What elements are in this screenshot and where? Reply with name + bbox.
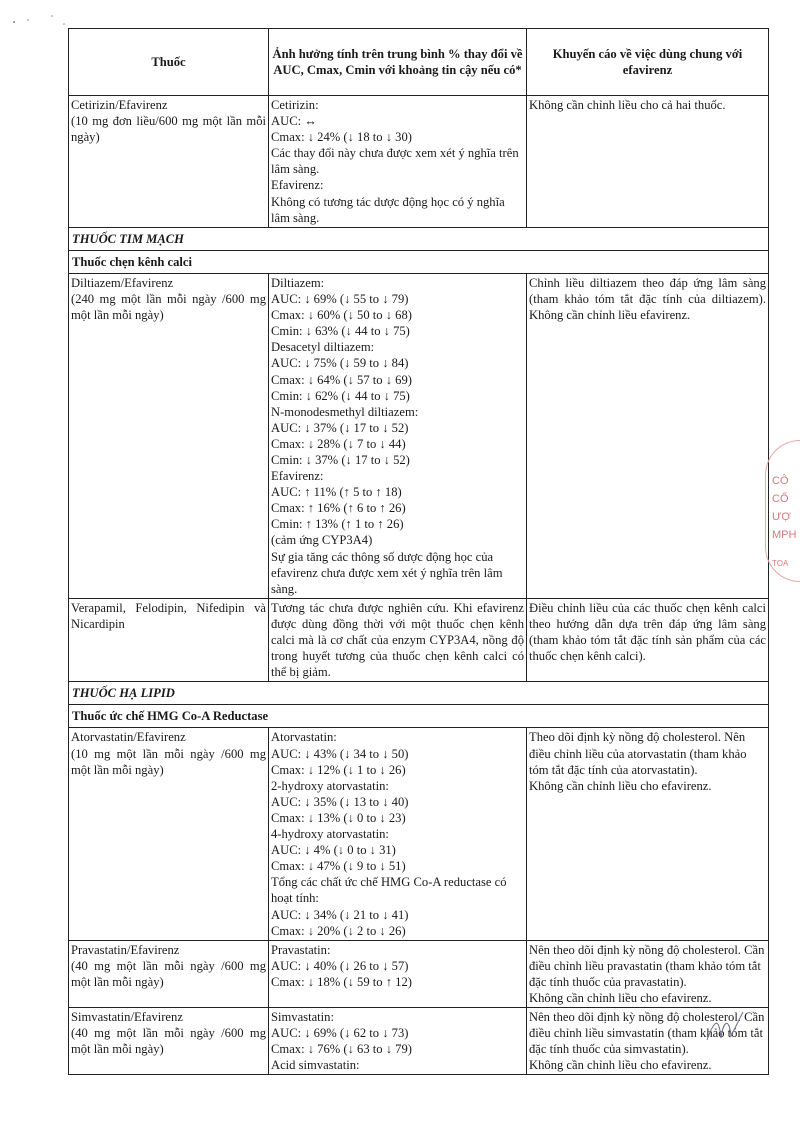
subsection-title: Thuốc ức chế HMG Co-A Reductase [69, 705, 769, 728]
subsection-title: Thuốc chẹn kênh calci [69, 250, 769, 273]
recommendation-line: Không cần chỉnh liều cho efavirenz. [529, 1058, 712, 1073]
table-row [69, 1008, 769, 1075]
effect-line: Efavirenz: [271, 469, 324, 484]
effect-line: Acid simvastatin: [271, 1058, 360, 1073]
effect-line: AUC: ↓ 69% (↓ 55 to ↓ 79) [271, 292, 409, 307]
effect-cell: Tương tác chưa được nghiên cứu. Khi efavirenz được dùng đồng thời với một thuốc chẹn kênh calci mà là cơ chất của enzym CYP3A4, nồng độ trong huyết tương của thuốc chẹn kênh calci có thể bị giảm. [269, 598, 527, 681]
section-row [69, 682, 769, 705]
effect-cell [269, 1008, 527, 1075]
drug-dose: (10 mg một lần mỗi ngày /600 mg một lần mỗi ngày) [71, 746, 266, 777]
drug-cell [69, 728, 269, 940]
recommendation-line: Nên theo dõi định kỳ nồng độ cholesterol. Cần điều chỉnh liều simvastatin (tham khảo tóm tắt đặc tính thuốc của simvastatin). [529, 1010, 765, 1057]
effect-line: Cmax: ↓ 76% (↓ 63 to ↓ 79) [271, 1042, 412, 1057]
drug-cell [69, 1008, 269, 1075]
drug-name: Simvastatin/Efavirenz [71, 1010, 183, 1025]
effect-line: 4-hydroxy atorvastatin: [271, 827, 389, 842]
effect-line: AUC: ↓ 35% (↓ 13 to ↓ 40) [271, 794, 409, 809]
effect-line: Cmax: ↓ 13% (↓ 0 to ↓ 23) [271, 810, 406, 825]
effect-line: AUC: ↓ 4% (↓ 0 to ↓ 31) [271, 843, 396, 858]
effect-line: Cmax: ↓ 60% (↓ 50 to ↓ 68) [271, 308, 412, 323]
header-effect: Ảnh hưởng tính trên trung bình % thay đổi về AUC, Cmax, Cmin với khoảng tin cậy nếu có* [269, 29, 527, 96]
drug-dose: (40 mg một lần mỗi ngày /600 mg một lần mỗi ngày) [71, 958, 266, 989]
effect-line: Cmax: ↓ 20% (↓ 2 to ↓ 26) [271, 923, 406, 938]
signature-mark [705, 1010, 745, 1050]
effect-line: Cmax: ↓ 18% (↓ 59 to ↑ 12) [271, 974, 412, 989]
recommendation-cell: Điều chỉnh liều của các thuốc chẹn kênh calci theo hướng dẫn dựa trên đáp ứng lâm sàng (tham khảo tóm tắt đặc tính sản phẩm của các thuốc chẹn kênh calci). [527, 598, 769, 681]
effect-line: AUC: ↓ 75% (↓ 59 to ↓ 84) [271, 356, 409, 371]
table-row [69, 598, 769, 681]
effect-line: AUC: ↓ 34% (↓ 21 to ↓ 41) [271, 907, 409, 922]
section-title: THUỐC HẠ LIPID [69, 682, 769, 705]
table-row [69, 96, 769, 228]
interaction-table [68, 28, 769, 1075]
effect-line: AUC: ↔ [271, 114, 317, 129]
drug-cell [69, 96, 269, 228]
effect-cell [269, 96, 527, 228]
effect-line: Desacetyl diltiazem: [271, 340, 375, 355]
stamp-text: MPH [772, 529, 797, 541]
effect-line: Efavirenz: [271, 178, 324, 193]
effect-line: Diltiazem: [271, 275, 325, 290]
effect-line: Các thay đổi này chưa được xem xét ý nghĩa trên lâm sàng. [271, 146, 519, 177]
effect-line: AUC: ↓ 37% (↓ 17 to ↓ 52) [271, 420, 409, 435]
effect-line: Cmax: ↓ 47% (↓ 9 to ↓ 51) [271, 859, 406, 874]
effect-line: (cảm ứng CYP3A4) [271, 533, 373, 548]
header-drug: Thuốc [69, 29, 269, 96]
drug-cell [69, 940, 269, 1007]
drug-name: Pravastatin/Efavirenz [71, 942, 180, 957]
effect-line: Atorvastatin: [271, 730, 337, 745]
recommendation-cell: Không cần chỉnh liều cho cả hai thuốc. [527, 96, 769, 228]
section-title: THUỐC TIM MẠCH [69, 227, 769, 250]
drug-cell [69, 273, 269, 598]
stamp-text: TOA [772, 559, 789, 568]
effect-line: AUC: ↓ 40% (↓ 26 to ↓ 57) [271, 958, 409, 973]
recommendation-line: Không cần chỉnh liều cho efavirenz. [529, 990, 712, 1005]
header-recommendation: Khuyến cáo về việc dùng chung với efavirenz [527, 29, 769, 96]
drug-name: Diltiazem/Efavirenz [71, 275, 174, 290]
effect-cell [269, 940, 527, 1007]
effect-line: Pravastatin: [271, 942, 331, 957]
recommendation-line: Không cần chỉnh liều cho efavirenz. [529, 778, 712, 793]
effect-line: Cmin: ↑ 13% (↑ 1 to ↑ 26) [271, 517, 404, 532]
drug-name: Atorvastatin/Efavirenz [71, 730, 186, 745]
effect-line: Simvastatin: [271, 1010, 334, 1025]
seal-stamp [765, 440, 800, 582]
effect-line: N-monodesmethyl diltiazem: [271, 404, 419, 419]
effect-cell [269, 273, 527, 598]
drug-name: Cetirizin/Efavirenz [71, 98, 168, 112]
effect-line: Cmax: ↑ 16% (↑ 6 to ↑ 26) [271, 501, 406, 516]
effect-line: Cmax: ↓ 12% (↓ 1 to ↓ 26) [271, 762, 406, 777]
effect-cell [269, 728, 527, 940]
drug-dose: (40 mg một lần mỗi ngày /600 mg một lần mỗi ngày) [71, 1026, 266, 1057]
stamp-text: ƯỢ [772, 511, 791, 523]
recommendation-cell [527, 940, 769, 1007]
drug-dose: (240 mg một lần mỗi ngày /600 mg một lần mỗi ngày) [71, 292, 266, 323]
effect-line: Cmin: ↓ 62% (↓ 44 to ↓ 75) [271, 388, 410, 403]
subsection-row [69, 250, 769, 273]
effect-line: Cmax: ↓ 28% (↓ 7 to ↓ 44) [271, 436, 406, 451]
drug-cell: Verapamil, Felodipin, Nifedipin và Nicardipin [69, 598, 269, 681]
subsection-row [69, 705, 769, 728]
table-header-row [69, 29, 769, 96]
effect-line: Sự gia tăng các thông số dược động học của efavirenz chưa được xem xét ý nghĩa trên lâm sàng. [271, 549, 503, 596]
effect-line: Tổng các chất ức chế HMG Co-A reductase có hoạt tính: [271, 875, 507, 906]
recommendation-cell: Chỉnh liều diltiazem theo đáp ứng lâm sàng (tham khảo tóm tắt đặc tính của diltiazem). Không cần chỉnh liều efavirenz. [527, 273, 769, 598]
recommendation-line: Nên theo dõi định kỳ nồng độ cholesterol. Cần điều chỉnh liều pravastatin (tham khảo tóm tắt đặc tính thuốc của pravastatin). [529, 942, 765, 989]
table-row [69, 273, 769, 598]
effect-line: AUC: ↑ 11% (↑ 5 to ↑ 18) [271, 485, 402, 500]
effect-line: Cmax: ↓ 64% (↓ 57 to ↓ 69) [271, 372, 412, 387]
stamp-text: CỔ [772, 493, 789, 505]
drug-dose: (10 mg đơn liều/600 mg một lần mỗi ngày) [71, 114, 266, 145]
document-page [68, 28, 768, 1075]
stamp-text: CÔ [772, 475, 789, 487]
table-row [69, 728, 769, 940]
effect-line: Không có tương tác dược động học có ý nghĩa lâm sàng. [271, 194, 505, 225]
effect-line: Cmax: ↓ 24% (↓ 18 to ↓ 30) [271, 130, 412, 145]
effect-line: AUC: ↓ 69% (↓ 62 to ↓ 73) [271, 1026, 409, 1041]
scan-specks [6, 10, 76, 30]
recommendation-cell [527, 728, 769, 940]
table-row [69, 940, 769, 1007]
effect-line: Cmin: ↓ 63% (↓ 44 to ↓ 75) [271, 324, 410, 339]
recommendation-line: Theo dõi định kỳ nồng độ cholesterol. Nên điều chỉnh liều của atorvastatin (tham khảo tóm tắt đặc tính của atorvastatin). [529, 730, 747, 777]
effect-line: Cetirizin: [271, 98, 319, 112]
effect-line: 2-hydroxy atorvastatin: [271, 778, 389, 793]
effect-line: AUC: ↓ 43% (↓ 34 to ↓ 50) [271, 746, 409, 761]
section-row [69, 227, 769, 250]
effect-line: Cmin: ↓ 37% (↓ 17 to ↓ 52) [271, 452, 410, 467]
